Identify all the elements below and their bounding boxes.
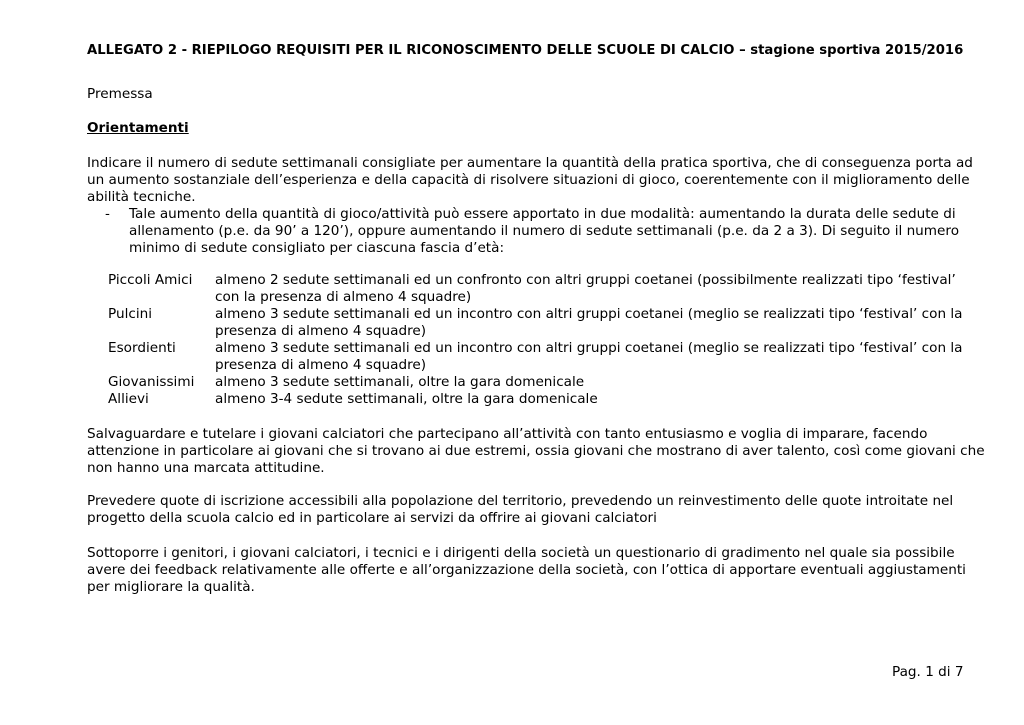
paragraph-line: attenzione in particolare ai giovani che si trovano ai due estremi, ossia giovani che mostrano di aver talento, così come giovani che	[87, 443, 985, 459]
category-name: Pulcini	[108, 306, 152, 322]
bullet-line: allenamento (p.e. da 90’ a 120’), oppure aumentando il numero di sedute settimanali (p.e. da 2 a 3). Di seguito il numero	[129, 223, 960, 239]
description-line: almeno 3 sedute settimanali ed un incontro con altri gruppi coetanei (meglio se realizzati tipo ‘festival’ con la	[215, 340, 963, 356]
category-row-giovanissimi	[108, 374, 963, 391]
category-row-allievi	[108, 391, 963, 408]
age-category-table	[108, 272, 963, 408]
category-name: Esordienti	[108, 340, 176, 356]
category-name: Piccoli Amici	[108, 272, 193, 288]
description-line: presenza di almeno 4 squadre)	[215, 323, 427, 339]
category-description	[215, 391, 963, 408]
paragraph-line: non hanno una marcata attitudine.	[87, 460, 325, 476]
description-line: almeno 3-4 sedute settimanali, oltre la gara domenicale	[215, 391, 598, 407]
bullet-text	[129, 206, 959, 257]
category-description	[215, 272, 963, 306]
bullet-marker: -	[105, 206, 110, 222]
description-line: almeno 3 sedute settimanali, oltre la gara domenicale	[215, 374, 585, 390]
category-row-piccoli-amici	[108, 272, 963, 306]
bullet-line: minimo di sedute consigliato per ciascuna fascia d’età:	[129, 240, 505, 256]
category-description	[215, 374, 963, 391]
document-title: ALLEGATO 2 - RIEPILOGO REQUISITI PER IL RICONOSCIMENTO DELLE SCUOLE DI CALCIO – stagione sportiva 2015/2016	[87, 43, 964, 58]
paragraph-line: Prevedere quote di iscrizione accessibili alla popolazione del territorio, prevedendo un reinvestimento delle quote introitate nel	[87, 493, 954, 509]
category-name: Giovanissimi	[108, 374, 195, 390]
description-line: presenza di almeno 4 squadre)	[215, 357, 427, 373]
intro-paragraph	[87, 155, 973, 206]
paragraph-questionario	[87, 545, 966, 596]
paragraph-salvaguardare	[87, 426, 985, 477]
paragraph-line: Sottoporre i genitori, i giovani calciatori, i tecnici e i dirigenti della società un questionario di gradimento nel quale sia possibile	[87, 545, 955, 561]
bullet-line: Tale aumento della quantità di gioco/attività può essere apportato in due modalità: aumentando la durata delle sedute di	[129, 206, 956, 222]
paragraph-line: Indicare il numero di sedute settimanali consigliate per aumentare la quantità della pratica sportiva, che di conseguenza porta ad	[87, 155, 973, 171]
page-number: Pag. 1 di 7	[892, 664, 964, 680]
category-description	[215, 340, 963, 374]
description-line: almeno 2 sedute settimanali ed un confronto con altri gruppi coetanei (possibilmente realizzati tipo ‘festival’	[215, 272, 956, 288]
paragraph-line: abilità tecniche.	[87, 189, 196, 205]
category-name: Allievi	[108, 391, 149, 407]
description-line: con la presenza di almeno 4 squadre)	[215, 289, 472, 305]
category-row-esordienti	[108, 340, 963, 374]
section-orientamenti: Orientamenti	[87, 120, 189, 136]
category-row-pulcini	[108, 306, 963, 340]
paragraph-line: un aumento sostanziale dell’esperienza e della capacità di risolvere situazioni di gioco, coerentemente con il miglioramento delle	[87, 172, 970, 188]
paragraph-line: Salvaguardare e tutelare i giovani calciatori che partecipano all’attività con tanto entusiasmo e voglia di imparare, facendo	[87, 426, 928, 442]
category-description	[215, 306, 963, 340]
description-line: almeno 3 sedute settimanali ed un incontro con altri gruppi coetanei (meglio se realizzati tipo ‘festival’ con la	[215, 306, 963, 322]
paragraph-quote-iscrizione	[87, 493, 953, 527]
paragraph-line: avere dei feedback relativamente alle offerte e all’organizzazione della società, con l’ottica di apportare eventuali aggiustamenti	[87, 562, 966, 578]
paragraph-line: per migliorare la qualità.	[87, 579, 255, 595]
paragraph-line: progetto della scuola calcio ed in particolare ai servizi da offrire ai giovani calciatori	[87, 510, 657, 526]
section-premessa: Premessa	[87, 86, 153, 102]
